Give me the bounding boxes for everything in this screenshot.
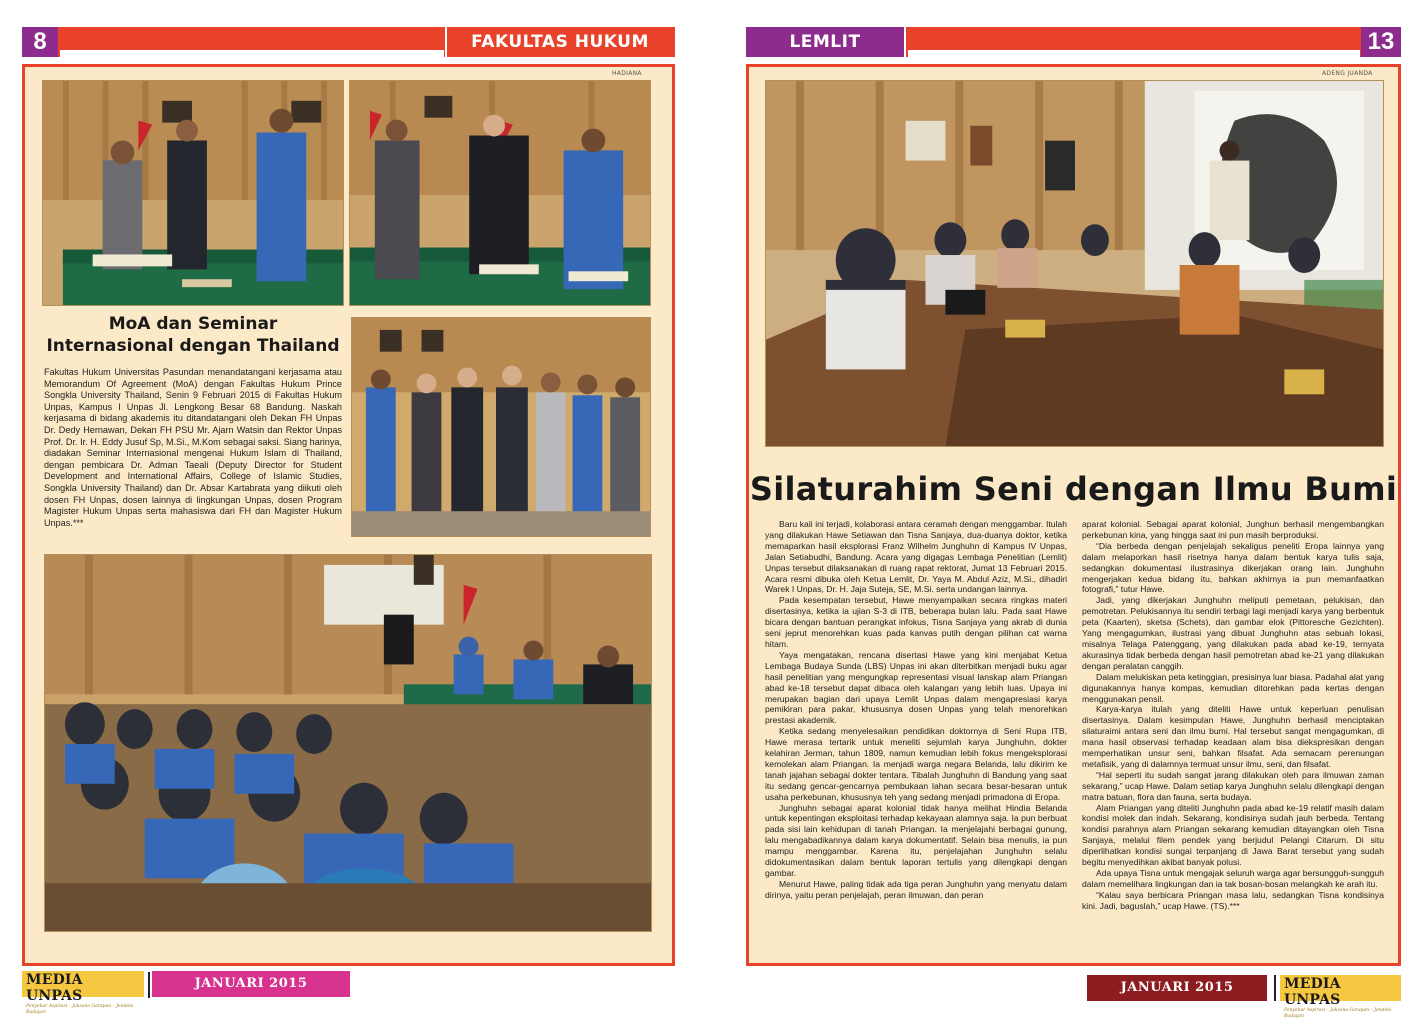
left-body-text: Fakultas Hukum Universitas Pasundan menandatangani kerjasama atau Memorandum Of Agreement (MoA) dengan Fakultas Hukum Prince Songkla University Thailand, Senin 9 Februari 2015 di Fakultas Hukum Unpas, Kampus I Unpas Jl. Lengkong Besar 68 Bandung. Naskah kerjasama di bidang akademis itu ditandatangani oleh Dekan FH Unpas Dr. Dedy Hernawan, Dekan FH PSU Mr. Ajarn Watsin dan Rektor Unpas Prof. Dr. Ir. H. Eddy Jusuf Sp, M.Si., M.Kom sebagai saksi. Siang harinya, diadakan Seminar Internasional mengenai Hukum Islam di Thailand, dengan pembicara Dr. Adman Taeali (Deputy Director for Student Development and International Affairs, College of Islamic Studies, Songkla University Thailand) dan Dr. Absar Kartabrata yang diikuti oleh dosen FH Unpas, dosen lainnya di lingkungan Unpas, dosen Program Magister Hukum Unpas serta mahasiswa dari FH dan Magister Hukum Unpas.*** [44,367,342,528]
photo-seminar-audience [44,554,652,932]
right-footer-logo [1284,976,1401,1020]
logo-tagline: Penyebar Aspirasi – Jaksana Garapan – Jendela Budayan [1284,1008,1392,1019]
article-paragraph: Menurut Hawe, paling tidak ada tiga peran Junghuhn yang menyatu dalam dirinya, yaitu peran penjelajah, peran ilmuwan, dan peran [765,878,1067,900]
right-footer-separator [1274,975,1276,1001]
left-header-stripe [60,50,444,57]
right-footer-date: JANUARI 2015 [1087,975,1267,1001]
article-paragraph: Baru kali ini terjadi, kolaborasi antara ceramah dengan menggambar. Itulah yang dilakukan Hawe Setiawan dan Tisna Sanjaya, dua-duanya doktor, ketika memaparkan hasil eksplorasi Franz Wilhelm Junghuhn di Kampus IV Unpas, Jalan Setiabudhi, Bandung. Acara yang digagas Lembaga Penelitian (Lemlit) Unpas tersebut dilaksanakan di ruang rapat rektorat, Jumat 13 Februari 2015. Acara resmi dibuka oleh Ketua Lemlit, Dr. Yaya M. Abdul Aziz, M.Si., dihadiri Warek I Unpas, Dr. H. Jaja Suteja, SE, M.Si. serta undangan lainnya. [765,519,1067,595]
left-section-title: FAKULTAS HUKUM [445,27,673,57]
article-paragraph: Ketika sedang menyelesaikan pendidikan doktornya di Seni Rupa ITB, Hawe merasa tertarik untuk meneliti sejumlah karya Junghuhn, dokter kelahiran Jerman, tahun 1809, namun kemudian lebih fokus mengeksplorasi kemolekan alam Priangan. Ia menjadi warga negara Belanda, lalu dikirim ke tanah jajahan sebagai dokter tentara. Tibalah Junghuhn di Bandung yang saat itu sedang gencar-gencarnya pembukaan lahan secara besar-besaran untuk usaha perkebunan, khususnya teh yang sedang menjadi primadona di Eropa. [765,726,1067,802]
article-paragraph: Pada kesempatan tersebut, Hawe menyampaikan secara ringkas materi disertasinya, ketika ia ujian S-3 di ITB, beberapa bulan lalu. Pada saat Hawe bicara dengan bantuan perangkat infokus, Tisna Sanjaya yang akrab di dunia seni jeprut menorehkan kuas pada kanvas putih dengan pilihan cat warna hitam. [765,595,1067,649]
article-paragraph: “Hal seperti itu sudah sangat jarang dilakukan oleh para ilmuwan zaman sekarang,” ucap Hawe. Dalam setiap karya Junghuhn selalu dilengkapi dengan matra batuan, flora dan fauna, serta budaya. [1082,769,1384,802]
article-paragraph: “Kalau saya berbicara Priangan masa lalu, sedangkan Tisna kondisinya kini. Jadi, baguslah,” ucap Hawe. (TS).*** [1082,889,1384,911]
article-paragraph: Karya-karya itulah yang diteliti Hawe untuk keperluan penulisan disertasinya. Dalam kesimpulan Hawe, Junghuhn berhasil menciptakan silaturaimi antara seni dan ilmu bumi. Hal tersebut sangat mengagumkan, di mana hasil observasi terhadap keadaan alam bisa diekspresikan dengan memperhatikan unsur seni, bahkan filsafat. Ada semacam perenungan metafisik, yang di dalamnya termuat unsur ilmu, seni, dan filsafat. [1082,704,1384,769]
article-paragraph: “Dia berbeda dengan penjelajah sekaligus peneliti Eropa lainnya yang dalam melaporkan hasil risetnya hanya dalam bentuk karya tulis saja, sedangkan dokumentasi ilustrasinya dikerjakan orang lain. Junghuhn mengerjakan kedua bidang itu, bahkan akhirnya ia pun memanfaatkan fotografi,” tutur Hawe. [1082,540,1384,595]
left-footer-logo [26,972,144,1016]
photo-lemlit-meeting [765,80,1384,447]
left-headline: MoA dan Seminar Internasional dengan Thailand [46,314,340,356]
logo-text: MEDIA UNPAS [1284,976,1341,1008]
right-article-column-1 [765,519,1067,901]
left-photo-credit: HADIANA [612,70,642,77]
photo-group [351,317,651,537]
left-footer-separator [148,972,150,998]
left-page-number: 8 [22,27,58,57]
right-photo-credit: ADENG JUANDA [1322,70,1373,77]
article-paragraph: Junghuhn sebagai aparat kolonial tidak hanya melihat Hindia Belanda untuk kepentingan eksploitasi terhadap kekayaan alamnya saja. Ia pun berbuat pada sisi lain kehidupan di tanah Priangan. Ia menjelajahi berbagai gunung, lalu mengabadikannya dalam karya dokumentatif. Selain bisa menulis, ia pun mampu menggambar. Karena itu, penjelajahan Junghuhn selalu didokumentasikan dalam bentuk laporan tertulis yang dilengkapi dengan gambar. [765,802,1067,878]
article-paragraph: aparat kolonial. Sebagai aparat kolonial, Junghun berhasil mengembangkan perkebunan kina, yang hingga saat ini pun masih berproduksi. [1082,519,1384,540]
article-paragraph: Ada upaya Tisna untuk mengajak seluruh warga agar bersungguh-sungguh dalam memelihara lingkungan dan ia tak bosan-bosan melangkah ke arah itu. [1082,868,1384,889]
logo-text: MEDIA UNPAS [26,972,83,1004]
right-page-number: 13 [1361,27,1401,57]
left-footer-date: JANUARI 2015 [152,971,350,997]
article-paragraph: Yaya mengatakan, rencana disertasi Hawe yang kini menjabat Ketua Lembaga Budaya Sunda (LBS) Unpas ini akan diterbitkan menjadi buku agar hasil penelitian yang mengungkap representasi visual lanskap alam Priangan abad ke-18 tersebut dapat dibaca oleh kalangan yang lebih luas. Upaya ini merupakan bagian dari upaya Lemlit Unpas dalam mengapresiasi karya pemikiran para pakar, khususnya dosen Unpas yang telah menorehkan prestasi akademik. [765,649,1067,726]
photo-moa-signing-2 [349,80,651,306]
article-paragraph: Dalam melukiskan peta ketinggian, presisinya luar biasa. Padahal alat yang digunakannya hanya kompas, kemudian ditorehkan pada kertas dengan menggunakan pensil. [1082,671,1384,704]
logo-tagline: Penyebar Aspirasi – Jaksana Garapan – Jendela Budayan [26,1004,134,1015]
right-header-stripe [908,50,1360,57]
photo-moa-signing-1 [42,80,344,306]
right-headline: Silaturahim Seni dengan Ilmu Bumi [749,470,1398,508]
article-paragraph: Alam Priangan yang diteliti Junghuhn pada abad ke-19 relatif masih dalam kondisi molek dan indah. Sekarang, kondisinya sudah jauh berbeda. Tentang kondisi parahnya alam Priangan sekarang kemudian ditayangkan oleh Tisna Sanjaya, melalui filem pendek yang berjudul Pelangi Citarum. Di situ diperlihatkan kondisi sungai terpanjang di Jawa Barat tersebut yang sudah begitu menyedihkan akibat banyak polusi. [1082,802,1384,868]
right-section-title: LEMLIT [746,27,906,57]
article-paragraph: Jadi, yang dikerjakan Junghuhn meliputi pemetaan, pelukisan, dan pemotretan. Pelukisannya itu sendiri terbagi lagi menjadi karya yang berbentuk peta (Kaarten), sketsa (Schets), dan gambar elok (Pittoresche Gezichten). Yang mengagumkan, ilustrasi yang dibuat Junghuhn atas sebuah lokasi, misalnya Telaga Patenggang, yang dilakukan pada abad ke-19, ternyata akurasinya tidak berbeda dengan hasil pemotretan abad ke-21 yang dilakukan dengan peralatan canggih. [1082,595,1384,671]
right-article-column-2 [1082,519,1384,912]
